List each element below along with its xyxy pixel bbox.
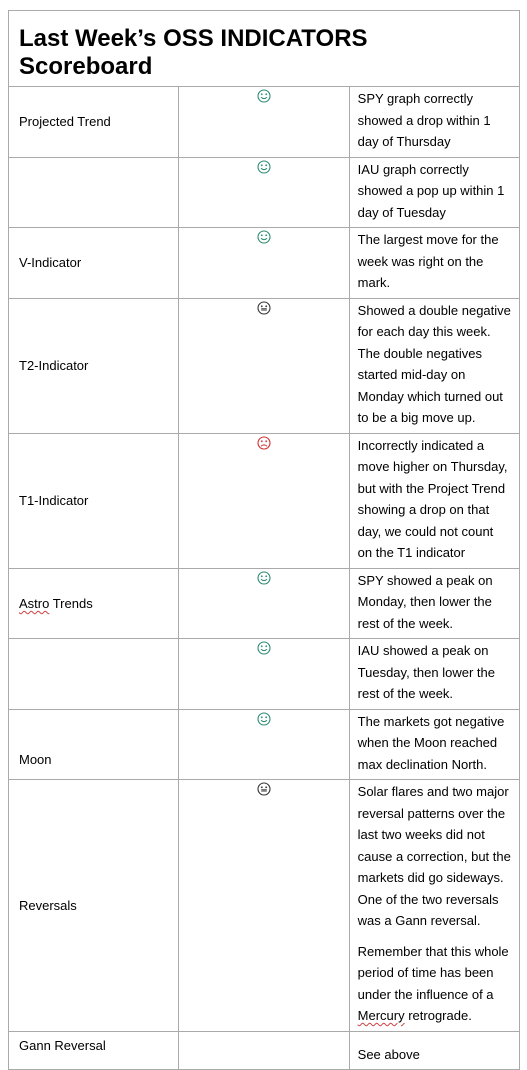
label-astro: Astro [19, 595, 50, 611]
indicator-label [9, 157, 179, 228]
rating-cell [179, 1031, 349, 1070]
scoreboard-table [8, 10, 520, 1070]
rating-cell [179, 709, 349, 780]
rating-cell [179, 298, 349, 433]
rating-cell [179, 639, 349, 710]
reversals-note-1: Solar flares and two major reversal patterns over the last two weeks did not cause a correction, but the markets did go sideways. One of the two reversals was a Gann reversal. [357, 784, 511, 928]
title-line-2: Scoreboard [19, 53, 153, 80]
note-part-mercury: Mercury [357, 1008, 405, 1023]
indicator-note: SPY graph correctly showed a drop within 1 day of Thursday [349, 87, 519, 158]
table-row [9, 1031, 520, 1070]
table-row [9, 639, 520, 710]
note-part: Remember that this whole period of time has been under the influence of a [357, 943, 509, 1002]
indicator-label: Gann Reversal [9, 1031, 179, 1070]
smiley-neutral-icon [257, 301, 271, 320]
rating-cell [179, 228, 349, 299]
label-trends: Trends [49, 595, 93, 611]
indicator-label [9, 639, 179, 710]
scoreboard-title [19, 25, 519, 81]
table-row [9, 433, 520, 568]
indicator-note: IAU graph correctly showed a pop up within 1 day of Tuesday [349, 157, 519, 228]
indicator-note: The largest move for the week was right on the mark. [349, 228, 519, 299]
table-row [9, 228, 520, 299]
smiley-happy-icon [257, 641, 271, 660]
table-row [9, 709, 520, 780]
title-line-1: Last Week’s OSS INDICATORS [19, 25, 368, 52]
indicator-note: SPY showed a peak on Monday, then lower the rest of the week. [349, 568, 519, 639]
indicator-label: V-Indicator [9, 228, 179, 299]
table-row [9, 298, 520, 433]
rating-cell [179, 433, 349, 568]
table-row [9, 780, 520, 1032]
indicator-label: T2-Indicator [9, 298, 179, 433]
rating-cell [179, 568, 349, 639]
table-row [9, 157, 520, 228]
note-part: retrograde. [404, 1008, 472, 1023]
rating-cell [179, 780, 349, 1032]
table-row [9, 87, 520, 158]
indicator-note [349, 780, 519, 1032]
title-cell [9, 11, 520, 87]
indicator-note: Incorrectly indicated a move higher on Thursday, but with the Project Trend showing a drop on that day, we could not count on the T1 indicator [349, 433, 519, 568]
smiley-neutral-icon [257, 782, 271, 801]
indicator-note: See above [349, 1031, 519, 1070]
indicator-label: Projected Trend [9, 87, 179, 158]
smiley-happy-icon [257, 160, 271, 179]
indicator-label: T1-Indicator [9, 433, 179, 568]
smiley-sad-icon [257, 436, 271, 455]
indicator-note: The markets got negative when the Moon reached max declination North. [349, 709, 519, 780]
smiley-happy-icon [257, 571, 271, 590]
indicator-note: IAU showed a peak on Tuesday, then lower the rest of the week. [349, 639, 519, 710]
indicator-label [9, 568, 179, 639]
indicator-label: Reversals [9, 780, 179, 1032]
smiley-happy-icon [257, 712, 271, 731]
smiley-happy-icon [257, 89, 271, 108]
reversals-note-2 [358, 941, 511, 1027]
rating-cell [179, 87, 349, 158]
rating-cell [179, 157, 349, 228]
table-row [9, 568, 520, 639]
scoreboard [8, 10, 520, 1070]
indicator-note: Showed a double negative for each day this week. The double negatives started mid-day on Monday which turned out to be a big move up. [349, 298, 519, 433]
indicator-label: Moon [9, 709, 179, 780]
smiley-happy-icon [257, 230, 271, 249]
